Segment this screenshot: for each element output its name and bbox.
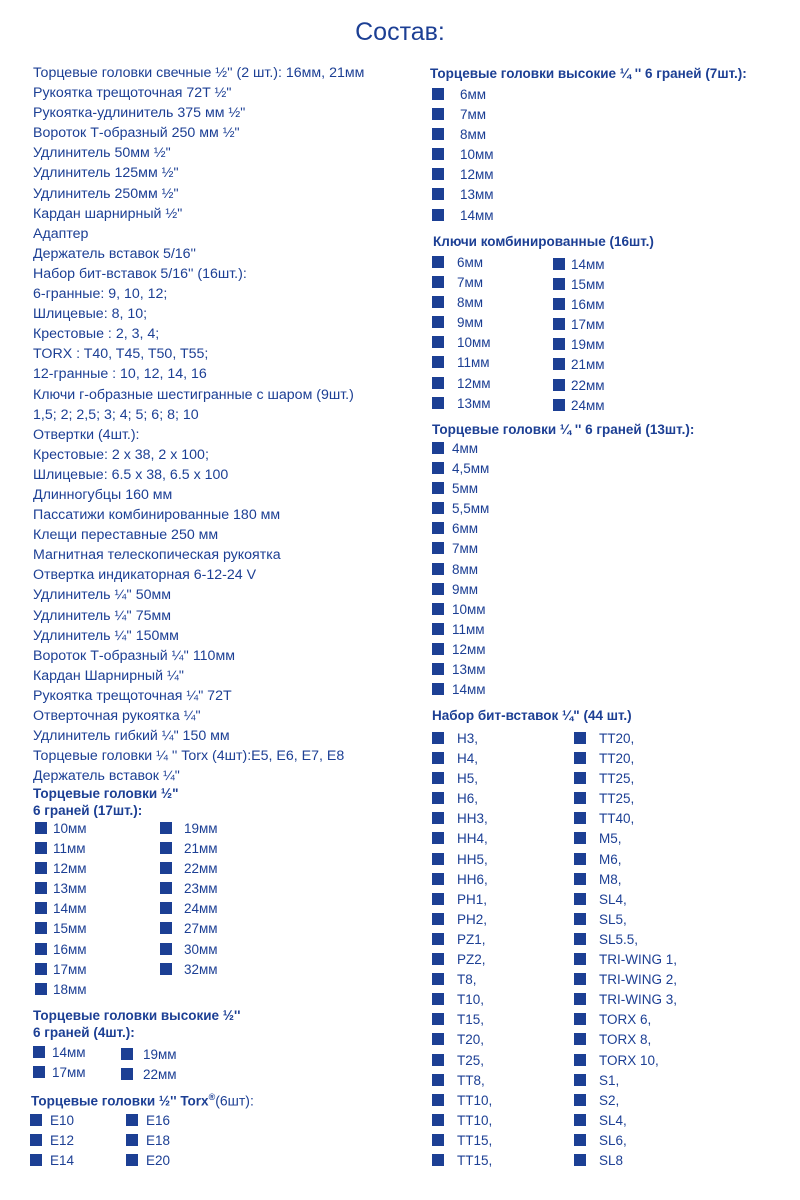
list-item-label: T10, xyxy=(457,992,485,1008)
list-item-label: 11мм xyxy=(457,355,490,371)
bullet-square-icon xyxy=(574,752,586,764)
bullet-square-icon xyxy=(574,732,586,744)
bullet-square-icon xyxy=(126,1134,138,1146)
list-item-label: E20 xyxy=(146,1153,171,1169)
bullet-square-icon xyxy=(553,298,565,310)
component-line: Набор бит-вставок 5/16'' (16шт.): xyxy=(33,265,247,282)
list-item-label: TT15, xyxy=(457,1132,493,1148)
list-item-label: T20, xyxy=(457,1032,485,1048)
list-item-label: T8, xyxy=(457,972,477,988)
bullet-square-icon xyxy=(574,832,586,844)
bullet-square-icon xyxy=(432,933,444,945)
bullet-square-icon xyxy=(432,397,444,409)
list-item-label: HH5, xyxy=(457,851,488,867)
bullet-square-icon xyxy=(432,812,444,824)
list-item-label: PH2, xyxy=(457,911,488,927)
list-item-label: 27мм xyxy=(184,921,218,937)
list-item-label: 6мм xyxy=(452,521,479,537)
component-line: 12-гранные : 10, 12, 14, 16 xyxy=(33,366,207,383)
list-item-label: 5,5мм xyxy=(452,501,490,517)
component-line: Удлинитель 50мм ½" xyxy=(33,145,171,162)
bullet-square-icon xyxy=(160,963,172,975)
list-item-label: 13мм xyxy=(457,395,491,411)
bullet-square-icon xyxy=(574,913,586,925)
bullet-square-icon xyxy=(574,853,586,865)
bullet-square-icon xyxy=(574,1013,586,1025)
bullet-square-icon xyxy=(574,1054,586,1066)
list-item-label: 4,5мм xyxy=(452,461,490,477)
bullet-square-icon xyxy=(432,1013,444,1025)
half-inch-sockets-heading-1: Торцевые головки ½" xyxy=(33,786,179,801)
list-item-label: 22мм xyxy=(571,377,605,393)
list-item-label: PH1, xyxy=(457,891,488,907)
component-line: Вороток Т-образный 250 мм ½" xyxy=(33,125,240,142)
bullet-square-icon xyxy=(432,643,444,655)
list-item-label: TT25, xyxy=(599,771,635,787)
bullet-square-icon xyxy=(574,953,586,965)
component-line: Рукоятка-удлинитель 375 мм ½" xyxy=(33,105,246,122)
list-item-label: E12 xyxy=(50,1133,75,1149)
component-line: Шлицевые: 6.5 x 38, 6.5 x 100 xyxy=(33,466,229,483)
bullet-square-icon xyxy=(574,873,586,885)
bullet-square-icon xyxy=(30,1114,42,1126)
list-item-label: 5мм xyxy=(452,481,479,497)
bullet-square-icon xyxy=(574,993,586,1005)
component-line: Ключи г-образные шестигранные с шаром (9шт.) xyxy=(33,386,354,403)
list-item-label: 13мм xyxy=(452,662,486,678)
list-item-label: 10мм xyxy=(457,335,491,351)
list-item-label: TORX 8, xyxy=(599,1032,652,1048)
bullet-square-icon xyxy=(160,943,172,955)
component-line: Удлинитель ¼'' 50мм xyxy=(33,587,171,604)
bullet-square-icon xyxy=(432,993,444,1005)
bullet-square-icon xyxy=(432,88,444,100)
component-line: Пассатижи комбинированные 180 мм xyxy=(33,507,281,524)
list-item-label: 6мм xyxy=(457,255,484,270)
list-item-label: 17мм xyxy=(53,961,87,977)
bullet-square-icon xyxy=(553,399,565,411)
component-line: Кардан шарнирный ½" xyxy=(33,205,183,222)
list-item-label: 24мм xyxy=(571,397,605,413)
bullet-square-icon xyxy=(35,842,47,854)
list-item-label: 22мм xyxy=(143,1067,177,1083)
list-item-label: 17мм xyxy=(571,317,605,333)
list-item-label: E16 xyxy=(146,1113,171,1128)
list-item-label: 12мм xyxy=(460,167,494,183)
list-item-label: 10мм xyxy=(53,821,87,836)
left-plain-list xyxy=(33,63,364,786)
component-line: Шлицевые: 8, 10; xyxy=(33,306,148,323)
list-item-label: TT8, xyxy=(457,1072,485,1088)
bullet-square-icon xyxy=(160,842,172,854)
bullet-square-icon xyxy=(574,1094,586,1106)
half-inch-torx-heading-suffix: (6шт): xyxy=(215,1092,254,1109)
bullet-square-icon xyxy=(160,922,172,934)
bullet-square-icon xyxy=(432,1134,444,1146)
list-item-label: TT25, xyxy=(599,791,635,807)
component-line: Вороток Т-образный ¼'' 110мм xyxy=(33,647,235,664)
bullet-square-icon xyxy=(160,902,172,914)
component-line: Рукоятка трещоточная ¼" 72T xyxy=(33,687,232,704)
list-item-label: 22мм xyxy=(184,861,218,877)
list-item-label: HH6, xyxy=(457,871,488,887)
list-item-label: T15, xyxy=(457,1012,485,1028)
registered-mark: ® xyxy=(208,1092,216,1102)
bullet-square-icon xyxy=(432,893,444,905)
bullet-square-icon xyxy=(432,336,444,348)
bullet-square-icon xyxy=(33,1066,45,1078)
half-inch-torx-heading-text: Торцевые головки ½'' Torx xyxy=(31,1093,209,1109)
bullet-square-icon xyxy=(553,358,565,370)
bullet-square-icon xyxy=(35,822,47,834)
bullet-square-icon xyxy=(126,1154,138,1166)
bullet-square-icon xyxy=(432,732,444,744)
bullet-square-icon xyxy=(432,772,444,784)
list-item-label: TORX 10, xyxy=(599,1052,659,1068)
list-item-label: 14мм xyxy=(571,257,605,272)
half-inch-sockets-heading-2: 6 граней (17шт.): xyxy=(33,803,143,818)
list-item-label: 24мм xyxy=(184,901,218,917)
list-item-label: 14мм xyxy=(460,207,494,223)
bullet-square-icon xyxy=(432,168,444,180)
list-item-label: 6мм xyxy=(460,87,487,102)
bullet-square-icon xyxy=(121,1048,133,1060)
component-line: 6-гранные: 9, 10, 12; xyxy=(33,286,168,303)
list-item-label: TT20, xyxy=(599,751,635,767)
quarter-sockets-heading: Торцевые головки ¼ '' 6 граней (13шт.): xyxy=(432,422,695,437)
bullet-square-icon xyxy=(33,1046,45,1058)
list-item-label: 13мм xyxy=(53,881,87,897)
list-item-label: 8мм xyxy=(460,127,487,143)
list-item-label: H5, xyxy=(457,771,479,787)
list-item-label: 16мм xyxy=(571,297,605,313)
list-item-label: 19мм xyxy=(184,821,218,836)
bullet-square-icon xyxy=(432,522,444,534)
bullet-square-icon xyxy=(126,1114,138,1126)
bullet-square-icon xyxy=(35,862,47,874)
bullet-square-icon xyxy=(574,1154,586,1166)
bullet-square-icon xyxy=(553,258,565,270)
list-item-label: TT15, xyxy=(457,1152,493,1168)
bullet-square-icon xyxy=(160,822,172,834)
bullet-square-icon xyxy=(30,1134,42,1146)
bullet-square-icon xyxy=(432,583,444,595)
bullet-square-icon xyxy=(432,356,444,368)
list-item-label: HH3, xyxy=(457,811,488,827)
bullet-square-icon xyxy=(432,1114,444,1126)
component-line: Кардан Шарнирный ¼" xyxy=(33,667,184,684)
component-line: Держатель вставок 5/16'' xyxy=(33,245,196,262)
bullet-square-icon xyxy=(35,922,47,934)
component-line: Крестовые: 2 x 38, 2 x 100; xyxy=(33,446,209,463)
bullet-square-icon xyxy=(432,563,444,575)
component-line: Удлинитель ¼'' 150мм xyxy=(33,627,179,644)
list-item-label: 8мм xyxy=(452,561,479,577)
bullet-square-icon xyxy=(432,663,444,675)
list-item-label: 13мм xyxy=(460,187,494,203)
bullet-square-icon xyxy=(432,316,444,328)
component-line: Отвертки (4шт.): xyxy=(33,426,140,443)
bullet-square-icon xyxy=(35,983,47,995)
component-line: Крестовые : 2, 3, 4; xyxy=(33,326,160,343)
bullet-square-icon xyxy=(553,278,565,290)
list-item-label: M8, xyxy=(599,871,622,887)
list-item-label: 32мм xyxy=(184,961,218,977)
list-item-label: 12мм xyxy=(53,861,87,877)
list-item-label: PZ2, xyxy=(457,952,486,968)
component-line: Отверточная рукоятка ¼" xyxy=(33,708,201,724)
bullet-square-icon xyxy=(432,832,444,844)
component-line: Магнитная телескопическая рукоятка xyxy=(33,547,281,564)
component-line: 1,5; 2; 2,5; 3; 4; 5; 6; 8; 10 xyxy=(33,406,199,423)
list-item-label: TT40, xyxy=(599,811,635,827)
component-line: Торцевые головки свечные ½'' (2 шт.): 16мм, 21мм xyxy=(33,65,365,81)
list-item-label: 14мм xyxy=(452,682,486,698)
list-item-label: 21мм xyxy=(184,841,218,857)
list-item-label: 17мм xyxy=(52,1065,86,1081)
bullet-square-icon xyxy=(432,913,444,925)
list-item-label: 12мм xyxy=(452,641,486,657)
bullet-square-icon xyxy=(432,188,444,200)
list-item-label: TRI-WING 3, xyxy=(599,992,677,1008)
bullet-square-icon xyxy=(432,1074,444,1086)
component-line: Держатель вставок ¼" xyxy=(33,768,180,785)
list-item-label: 23мм xyxy=(184,881,218,897)
list-item-label: SL5, xyxy=(599,911,627,927)
list-item-label: 11мм xyxy=(53,841,86,857)
bullet-square-icon xyxy=(553,318,565,330)
list-item-label: 18мм xyxy=(53,981,87,997)
bullet-square-icon xyxy=(574,812,586,824)
list-item-label: TT20, xyxy=(599,731,635,746)
bullet-square-icon xyxy=(574,1033,586,1045)
list-item-label: M5, xyxy=(599,831,622,847)
list-item-label: TRI-WING 2, xyxy=(599,972,677,988)
bullet-square-icon xyxy=(432,296,444,308)
list-item-label: E18 xyxy=(146,1133,171,1149)
bullet-square-icon xyxy=(432,603,444,615)
bullet-square-icon xyxy=(574,973,586,985)
bullet-square-icon xyxy=(432,148,444,160)
list-item-label: 7мм xyxy=(460,107,487,123)
bullet-square-icon xyxy=(432,953,444,965)
bullet-square-icon xyxy=(574,933,586,945)
bullet-square-icon xyxy=(432,209,444,221)
bullet-square-icon xyxy=(432,442,444,454)
list-item-label: 19мм xyxy=(143,1047,177,1062)
bullet-square-icon xyxy=(432,256,444,268)
bullet-square-icon xyxy=(35,943,47,955)
component-line: Удлинитель 250мм ½" xyxy=(33,185,179,202)
component-line: Торцевые головки ¼ '' Torx (4шт):E5, E6, E7, E8 xyxy=(33,748,345,765)
bullet-square-icon xyxy=(160,862,172,874)
list-item-label: 30мм xyxy=(184,941,218,957)
page-title: Состав: xyxy=(355,18,445,46)
bullet-square-icon xyxy=(432,502,444,514)
list-item-label: SL5.5, xyxy=(599,931,639,947)
list-item-label: PZ1, xyxy=(457,931,486,947)
bullet-square-icon xyxy=(432,108,444,120)
bullet-square-icon xyxy=(432,873,444,885)
bullet-square-icon xyxy=(432,482,444,494)
quarter-deep-heading: Торцевые головки высокие ¼ '' 6 граней (7шт.): xyxy=(430,66,747,81)
list-item-label: 14мм xyxy=(52,1045,86,1060)
bullet-square-icon xyxy=(432,792,444,804)
component-line: Отвертка индикаторная 6-12-24 V xyxy=(33,567,257,584)
list-item-label: 21мм xyxy=(571,357,605,373)
bullet-square-icon xyxy=(574,893,586,905)
list-item-label: H4, xyxy=(457,751,479,767)
bullet-square-icon xyxy=(432,623,444,635)
bullet-square-icon xyxy=(553,379,565,391)
list-item-label: 10мм xyxy=(460,147,494,163)
list-item-label: 12мм xyxy=(457,375,491,391)
list-item-label: SL8 xyxy=(599,1152,624,1168)
list-item-label: 10мм xyxy=(452,601,486,617)
quarter-bits-heading: Набор бит-вставок ¼" (44 шт.) xyxy=(432,708,632,723)
list-item-label: 19мм xyxy=(571,337,605,353)
list-item-label: TT10, xyxy=(457,1112,493,1128)
bullet-square-icon xyxy=(432,1033,444,1045)
list-item-label: HH4, xyxy=(457,831,488,847)
list-item-label: M6, xyxy=(599,851,622,867)
list-item-label: SL4, xyxy=(599,1112,627,1128)
bullet-square-icon xyxy=(432,1054,444,1066)
bullet-square-icon xyxy=(574,792,586,804)
component-line: Клещи переставные 250 мм xyxy=(33,527,219,544)
bullet-square-icon xyxy=(432,683,444,695)
list-item-label: H6, xyxy=(457,791,479,807)
bullet-square-icon xyxy=(574,1134,586,1146)
list-item-label: E10 xyxy=(50,1113,75,1128)
list-item-label: 14мм xyxy=(53,901,87,917)
list-item-label: TRI-WING 1, xyxy=(599,952,677,968)
component-line: Рукоятка трещоточная 72T ½" xyxy=(33,85,232,102)
list-item-label: S2, xyxy=(599,1092,620,1108)
bullet-square-icon xyxy=(35,882,47,894)
bullet-square-icon xyxy=(432,853,444,865)
list-item-label: 4мм xyxy=(452,441,479,456)
component-line: Удлинитель ¼'' 75мм xyxy=(33,607,171,624)
bullet-square-icon xyxy=(432,1154,444,1166)
component-line: Длинногубцы 160 мм xyxy=(33,486,173,503)
list-item-label: H3, xyxy=(457,731,479,746)
component-line: TORX : T40, T45, T50, T55; xyxy=(33,346,209,363)
bullet-square-icon xyxy=(35,963,47,975)
component-line: Адаптер xyxy=(33,225,89,242)
bullet-square-icon xyxy=(432,377,444,389)
bullet-square-icon xyxy=(432,542,444,554)
list-item-label: E14 xyxy=(50,1153,75,1169)
bullet-square-icon xyxy=(574,772,586,784)
bullet-square-icon xyxy=(160,882,172,894)
list-item-label: S1, xyxy=(599,1072,620,1088)
list-item-label: 7мм xyxy=(452,541,479,557)
list-item-label: 9мм xyxy=(452,581,479,597)
list-item-label: T25, xyxy=(457,1052,485,1068)
bullet-square-icon xyxy=(432,276,444,288)
list-item-label: SL4, xyxy=(599,891,627,907)
list-item-label: 8мм xyxy=(457,295,484,311)
bullet-square-icon xyxy=(574,1074,586,1086)
list-item-label: TORX 6, xyxy=(599,1012,652,1028)
component-line: Удлинитель гибкий ¼" 150 мм xyxy=(33,728,230,745)
list-item-label: 15мм xyxy=(571,277,605,293)
half-inch-deep-heading-2: 6 граней (4шт.): xyxy=(33,1025,135,1040)
bullet-square-icon xyxy=(30,1154,42,1166)
half-inch-torx-heading xyxy=(31,1089,254,1110)
list-item-label: TT10, xyxy=(457,1092,493,1108)
half-inch-deep-heading-1: Торцевые головки высокие ½'' xyxy=(33,1008,241,1023)
bullet-square-icon xyxy=(432,973,444,985)
bullet-square-icon xyxy=(553,338,565,350)
list-item-label: 7мм xyxy=(457,275,484,291)
list-item-label: 15мм xyxy=(53,921,87,937)
component-line: Удлинитель 125мм ½" xyxy=(33,165,179,182)
bullet-square-icon xyxy=(35,902,47,914)
bullet-square-icon xyxy=(121,1068,133,1080)
bullet-square-icon xyxy=(574,1114,586,1126)
bullet-square-icon xyxy=(432,128,444,140)
list-item-label: 16мм xyxy=(53,941,87,957)
list-item-label: 9мм xyxy=(457,315,484,331)
list-item-label: SL6, xyxy=(599,1132,627,1148)
bullet-square-icon xyxy=(432,462,444,474)
bullet-square-icon xyxy=(432,752,444,764)
bullet-square-icon xyxy=(432,1094,444,1106)
list-item-label: 11мм xyxy=(452,621,485,637)
combination-keys-heading: Ключи комбинированные (16шт.) xyxy=(433,234,654,249)
